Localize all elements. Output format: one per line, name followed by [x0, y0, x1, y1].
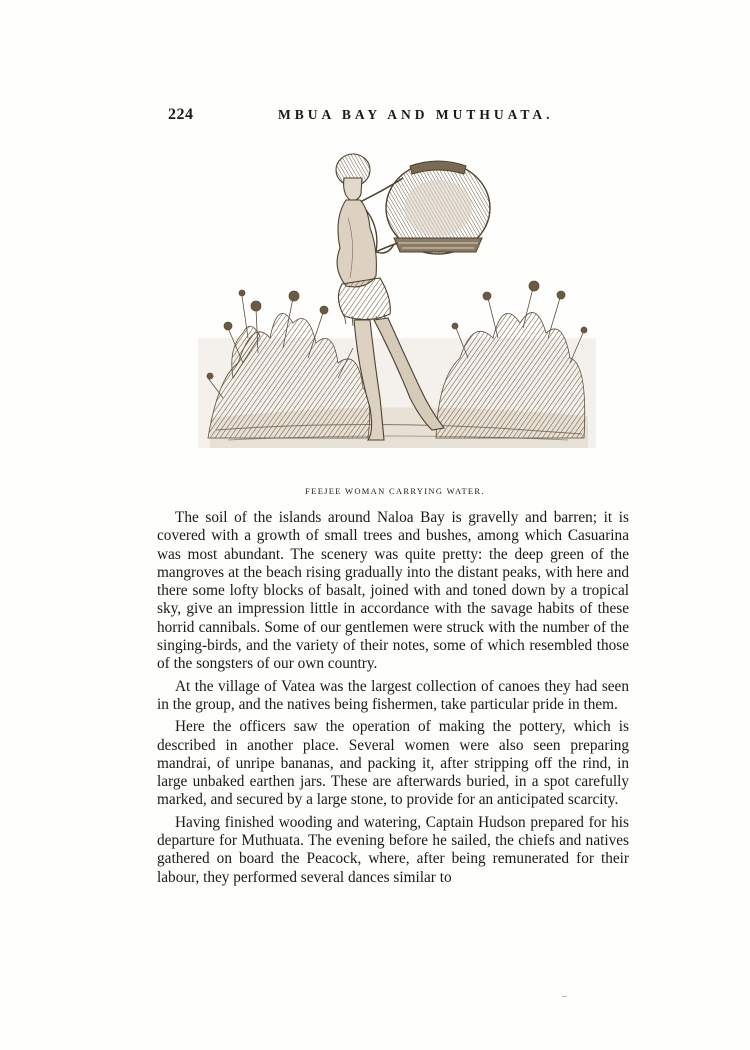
running-head: MBUA BAY AND MUTHUATA. — [278, 107, 554, 122]
stray-ink-mark — [562, 996, 567, 997]
figure-caption: FEEJEE WOMAN CARRYING WATER. — [305, 486, 485, 496]
paragraph: At the village of Vatea was the largest collection of canoes they had seen in the group, and the natives being fishermen, take particular pride in them. — [157, 677, 629, 713]
body-text — [157, 509, 629, 887]
paragraph: The soil of the islands around Naloa Bay is gravelly and barren; it is covered with a growth of small trees and bushes, among which Casuarina was most abundant. The scenery was quite pretty: the deep green of the mangroves at the beach rising gradually into the distant peaks, with here and there some lofty blocks of basalt, joined with and toned down by a tropical sky, give an impression little in accordance with the savage habits of these horrid cannibals. Some of our gentlemen were struck with the number of the singing-birds, and the variety of their notes, some of which resembled those of the songsters of our own country. — [157, 509, 629, 673]
engraving-illustration — [198, 148, 596, 458]
woman-carrying-water-engraving — [198, 148, 596, 458]
page-header — [168, 106, 630, 130]
paragraph: Having finished wooding and watering, Captain Hudson prepared for his departure for Muthuata. The evening before he sailed, the chiefs and natives gathered on board the Peacock, where, after being remunerated for their labour, they performed several dances similar to — [157, 813, 629, 886]
paragraph: Here the officers saw the operation of making the pottery, which is described in another place. Several women were also seen preparing mandrai, of unripe bananas, and packing it, after stripping off the rind, in large unbaked earthen jars. These are afterwards buried, in a spot carefully marked, and secured by a large stone, to provide for an anticipated scarcity. — [157, 718, 629, 809]
page-number: 224 — [168, 106, 194, 123]
